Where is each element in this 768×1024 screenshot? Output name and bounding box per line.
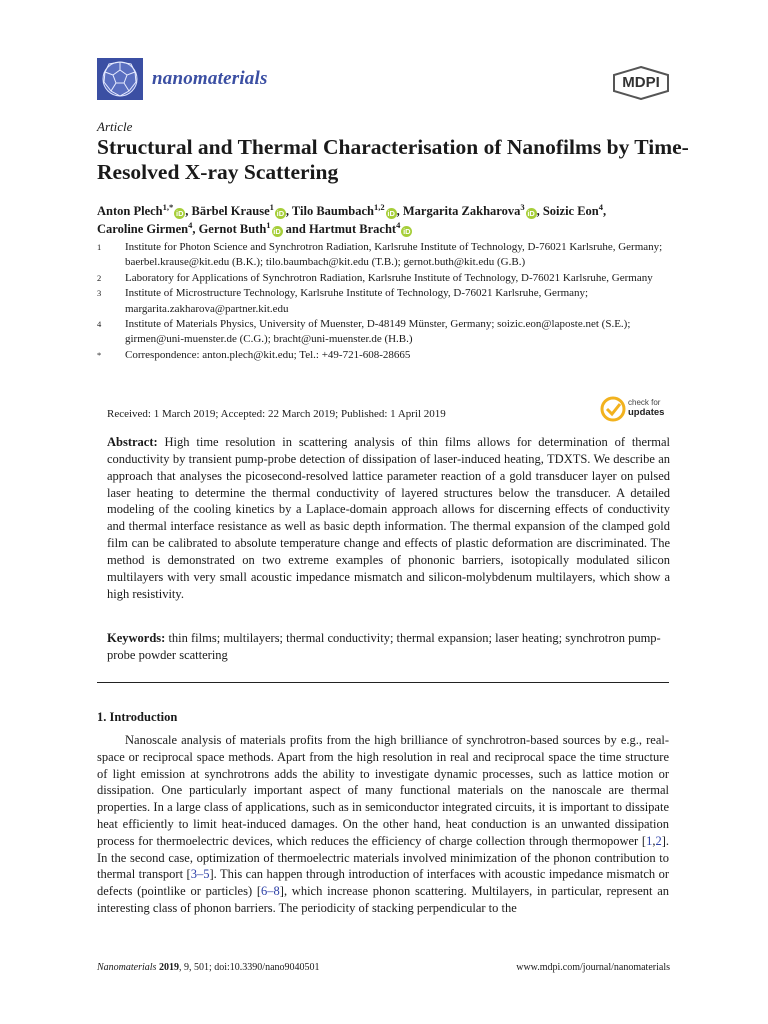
affiliation-item <box>97 271 677 286</box>
paragraph-text: Nanoscale analysis of materials profits from the high brilliance of synchrotron-based sources by e.g., real-space or reciprocal space methods. Apart from the high resolution in real and reciprocal space the time structure of light emission at synchrotrons adds the ability to investigate dynamic processes, such as lattice motion or dissipation. One particularly important aspect of many functional materials on the nanoscale are thermal properties. In a large class of applications, such as in semiconductor integrated circuits, it is important to dissipate heat efficiently to limit heat-induced damages. On the other hand, heat conduction is an unwanted dissipation process for thermoelectric devices, which reduces the efficiency of charge collection through thermopower [ <box>97 733 669 848</box>
orcid-icon[interactable]: iD <box>176 209 184 218</box>
check-updates-line1: check for <box>628 398 661 407</box>
paragraph-text: , <box>652 833 656 848</box>
journal-name: nanomaterials <box>152 68 268 89</box>
author-name: Caroline Girmen <box>97 221 189 236</box>
orcid-icon[interactable]: iD <box>276 209 285 218</box>
section-heading-introduction: 1. Introduction <box>97 710 178 724</box>
affiliation-number: 2 <box>97 272 102 283</box>
orcid-icon[interactable]: iD <box>403 226 411 236</box>
introduction-paragraph <box>97 732 669 917</box>
affiliation-list <box>97 240 677 363</box>
affiliation-text: Laboratory for Applications of Synchrotron Radiation, Karlsruhe Institute of Technology, D-76021 Karlsruhe, Germany <box>125 271 653 284</box>
citation-link[interactable]: 6–8 <box>261 884 280 899</box>
orcid-icon[interactable]: iD <box>273 226 281 236</box>
footer-citation-rest: , 9, 501; doi:10.3390/nano9040501 <box>178 962 320 973</box>
affiliation-text: Institute of Microstructure Technology, Karlsruhe Institute of Technology, D-76021 Karlsruhe, Germany; margarita.zakharova@partner.kit.edu <box>125 287 589 315</box>
author-affiliation-mark: 1 <box>269 201 274 212</box>
author-separator: , <box>192 221 199 236</box>
affiliation-number: * <box>97 349 102 360</box>
paragraph-text: ]. In the second case, optimization of thermoelectric materials involved minimization of the phonon contribution to thermal transport [ <box>97 833 669 882</box>
author-name: Gernot Buth <box>198 221 267 236</box>
affiliation-item <box>97 240 677 271</box>
author-name: Anton Plech <box>97 204 163 218</box>
paragraph-text: ], which increase phonon scattering. Multilayers, in particular, represent an interesting class of phonon barriers. The periodicity of stacking perpendicular to the <box>97 884 670 915</box>
article-type: Article <box>97 119 133 134</box>
citation-link[interactable]: 2 <box>655 833 662 848</box>
journal-logo-icon <box>97 58 143 100</box>
author-separator: and <box>282 221 309 236</box>
check-updates-line2: updates <box>628 407 665 418</box>
keywords <box>107 630 670 664</box>
author-affiliation-mark: 4 <box>598 201 604 212</box>
section-divider <box>97 682 669 683</box>
author-affiliation-mark: 1,2 <box>374 201 385 212</box>
affiliation-text: Institute for Photon Science and Synchrotron Radiation, Karlsruhe Institute of Technology, D-76021 Karlsruhe, Germany; baerbel.krause@kit.edu (B.K.); tilo.baumbach@kit.edu (T.B.); gernot.buth@kit.edu (G.B.) <box>125 241 663 269</box>
paragraph-text: ]. This can happen through introduction of interfaces with acoustic impedance mismatch or defects (pointlike or particles) [ <box>97 867 669 899</box>
affiliation-item <box>97 348 677 363</box>
author-affiliation-mark: 3 <box>520 201 525 212</box>
publication-dates: Received: 1 March 2019; Accepted: 22 March 2019; Published: 1 April 2019 <box>107 408 446 420</box>
author-list <box>97 203 677 238</box>
citation-link[interactable]: 1 <box>646 833 653 848</box>
author-separator: , <box>603 204 607 218</box>
affiliation-item <box>97 286 677 317</box>
author-separator: , <box>536 204 543 218</box>
affiliation-number: 1 <box>97 242 102 252</box>
author-name: Bärbel Krause <box>191 204 270 218</box>
author-name: Tilo Baumbach <box>291 204 374 218</box>
abstract <box>107 434 670 602</box>
check-updates-icon <box>600 396 626 422</box>
abstract-text: High time resolution in scattering analysis of thin films allows for determination of thermal conductivity by transient pump-probe detection of dissipation of laser-induced heating, TDXTS. We describe an approach that analyses the picosecond-resolved lattice parameter reaction of a gold transducer layer on pulsed laser heating to determine the thermal conductivity of layered structures below the transducer. A detailed modeling of the cooling kinetics by a Laplace-domain approach allows for discerning effects of conductivity and thermal interface resistance as well as basic depth information. The thermal expansion of the clamped gold film can be calibrated to absolute temperature change and effects of plastic deformation are discriminated. The method is demonstrated on two extreme examples of phononic barriers, isotopically modulated silicon multilayers with very small acoustic impedance mismatch and silicon-molybdenum multilayers, which show a high resistivity. <box>107 435 670 601</box>
affiliation-number: 3 <box>97 288 102 299</box>
author-affiliation-mark: 4 <box>188 219 193 230</box>
author-name: Hartmut Bracht <box>308 221 397 236</box>
footer-year: 2019 <box>158 962 179 973</box>
orcid-icon[interactable]: iD <box>387 209 395 218</box>
publisher-logo <box>610 66 672 100</box>
introduction-body <box>97 732 669 917</box>
author-affiliation-mark: 1 <box>266 219 271 230</box>
check-for-updates-button[interactable] <box>600 396 672 422</box>
paper-title: Structural and Thermal Characterisation of Nanofilms by Time-Resolved X-ray Scattering <box>97 135 689 184</box>
author-name: Soizic Eon <box>542 204 599 218</box>
author-separator: , <box>185 204 192 218</box>
publisher-name: MDPI <box>622 74 660 91</box>
abstract-label: Abstract: <box>107 435 158 449</box>
affiliation-item <box>97 317 677 348</box>
citation-link[interactable]: 3–5 <box>190 867 210 882</box>
author-name: Margarita Zakharova <box>402 204 521 218</box>
affiliation-text: Institute of Materials Physics, University of Muenster, D-48149 Münster, Germany; soizic.eon@laposte.net (S.E.); girmen@uni-muenster.de (C.G.); bracht@uni-muenster.de (H.B.) <box>125 318 631 346</box>
affiliation-number: 4 <box>97 319 102 330</box>
keywords-label: Keywords: <box>107 631 166 645</box>
footer-journal: Nanomaterials <box>97 962 157 973</box>
author-affiliation-mark: 4 <box>396 219 401 230</box>
keywords-text: thin films; multilayers; thermal conductivity; thermal expansion; laser heating; synchrotron pump-probe powder scattering <box>107 631 661 662</box>
footer-url-link[interactable]: www.mdpi.com/journal/nanomaterials <box>516 962 670 973</box>
author-affiliation-mark: 1,* <box>162 201 174 212</box>
orcid-icon[interactable]: iD <box>527 209 535 218</box>
footer-citation <box>97 962 320 973</box>
affiliation-text: Correspondence: anton.plech@kit.edu; Tel.: +49-721-608-28665 <box>125 348 411 361</box>
author-separator: , <box>396 204 403 218</box>
author-separator: , <box>285 204 292 218</box>
